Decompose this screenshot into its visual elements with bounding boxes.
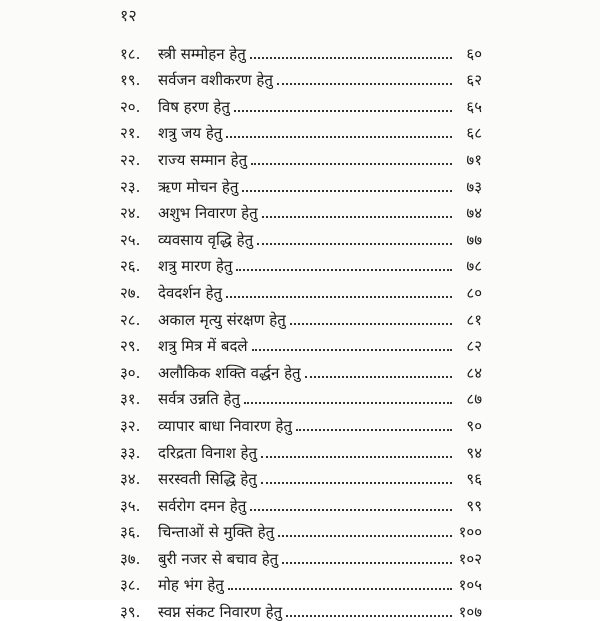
toc-entry-number: ३७. — [120, 549, 141, 568]
dot-leader — [250, 57, 452, 59]
dot-leader — [282, 562, 452, 564]
toc-entry — [120, 382, 482, 409]
toc-entry-number: २३. — [120, 177, 141, 196]
toc-entry-title: मोह भंग हेतु — [158, 576, 224, 595]
toc-entry-page: ७३ — [466, 177, 482, 196]
toc-entry-title: व्यापार बाधा निवारण हेतु — [158, 416, 293, 435]
toc-entry-number: १९. — [120, 71, 141, 90]
toc-entry-page: ६० — [466, 44, 482, 63]
toc-entry — [120, 541, 482, 568]
toc-entry-number: ३३. — [120, 443, 141, 462]
toc-entry-page: ९९ — [466, 496, 482, 515]
toc-entry-number: ३४. — [120, 470, 141, 489]
toc-entry — [120, 169, 482, 196]
toc-entry — [120, 435, 482, 462]
dot-leader — [296, 429, 452, 431]
dot-leader — [278, 535, 452, 537]
toc-entry-number: ३९. — [120, 603, 141, 621]
dot-leader — [305, 376, 452, 378]
dot-leader — [242, 190, 452, 192]
toc-entry — [120, 462, 482, 489]
toc-entry — [120, 355, 482, 382]
page-number: १२ — [120, 6, 137, 25]
toc-entry-title: स्वप्न संकट निवारण हेतु — [158, 603, 283, 621]
dot-leader — [251, 163, 452, 165]
dot-leader — [257, 243, 452, 245]
toc-entry-title: सरस्वती सिद्धि हेतु — [158, 470, 257, 489]
dot-leader — [262, 216, 452, 218]
dot-leader — [226, 296, 452, 298]
table-of-contents — [120, 36, 482, 621]
toc-entry-page: ९० — [466, 416, 482, 435]
toc-entry-page: ८७ — [466, 390, 482, 409]
toc-entry-title: व्यवसाय वृद्धि हेतु — [158, 230, 254, 249]
dot-leader — [252, 349, 452, 351]
toc-entry-title: सर्वत्र उन्नति हेतु — [158, 390, 241, 409]
toc-entry-title: ऋण मोचन हेतु — [158, 177, 239, 196]
toc-entry-page: ९४ — [466, 443, 482, 462]
toc-entry-title: राज्य सम्मान हेतु — [158, 150, 248, 169]
toc-entry-number: ३८. — [120, 576, 141, 595]
dot-leader — [250, 509, 452, 511]
toc-entry — [120, 408, 482, 435]
toc-entry-title: अकाल मृत्यु संरक्षण हेतु — [158, 310, 286, 329]
toc-entry-title: सर्वरोग दमन हेतु — [158, 496, 247, 515]
toc-entry-title: दरिद्रता विनाश हेतु — [158, 443, 258, 462]
toc-entry-page: ८४ — [466, 363, 482, 382]
toc-entry-number: २४. — [120, 204, 141, 223]
toc-entry-page: ८१ — [466, 310, 482, 329]
toc-entry — [120, 594, 482, 621]
dot-leader — [286, 615, 452, 617]
toc-entry-page: १०२ — [458, 549, 482, 568]
toc-entry — [120, 568, 482, 595]
toc-entry-page: ६२ — [466, 71, 482, 90]
toc-entry-number: २०. — [120, 97, 141, 116]
toc-entry-title: सर्वजन वशीकरण हेतु — [158, 71, 273, 90]
toc-entry — [120, 329, 482, 356]
toc-entry-page: ७१ — [466, 150, 482, 169]
toc-entry — [120, 116, 482, 143]
dot-leader — [226, 136, 452, 138]
toc-entry-title: अलौकिक शक्ति वर्द्धन हेतु — [158, 363, 301, 382]
toc-entry-title: शत्रु मारण हेतु — [158, 257, 233, 276]
toc-entry-page: १०५ — [458, 576, 482, 595]
toc-entry-title: शत्रु मित्र में बदले — [158, 337, 248, 356]
toc-entry-page: ६८ — [466, 124, 482, 143]
dot-leader — [261, 456, 452, 458]
toc-entry-number: २९. — [120, 337, 141, 356]
toc-entry — [120, 515, 482, 542]
toc-entry-number: ३१. — [120, 390, 141, 409]
toc-entry-title: विष हरण हेतु — [158, 97, 230, 116]
toc-entry-number: २६. — [120, 257, 141, 276]
toc-entry-title: देवदर्शन हेतु — [158, 283, 223, 302]
toc-entry — [120, 222, 482, 249]
toc-entry-page: १०० — [458, 523, 482, 542]
dot-leader — [277, 83, 452, 85]
toc-entry-number: २५. — [120, 230, 141, 249]
toc-entry-number: २८. — [120, 310, 141, 329]
toc-entry-page: ७४ — [466, 204, 482, 223]
toc-entry-number: ३०. — [120, 363, 141, 382]
toc-entry-title: स्त्री सम्मोहन हेतु — [158, 44, 246, 63]
toc-entry-number: २७. — [120, 283, 141, 302]
toc-entry-page: १०७ — [458, 603, 482, 621]
toc-entry-page: ८२ — [466, 337, 482, 356]
toc-entry-title: बुरी नजर से बचाव हेतु — [158, 549, 279, 568]
toc-entry-title: शत्रु जय हेतु — [158, 124, 223, 143]
toc-entry-number: १८. — [120, 44, 141, 63]
toc-entry-number: ३६. — [120, 523, 141, 542]
dot-leader — [244, 402, 452, 404]
toc-entry — [120, 36, 482, 63]
toc-entry — [120, 89, 482, 116]
toc-entry-page: ६५ — [466, 97, 482, 116]
toc-entry — [120, 249, 482, 276]
toc-entry-page: ७८ — [466, 257, 482, 276]
toc-entry — [120, 196, 482, 223]
toc-entry-page: ७७ — [466, 230, 482, 249]
toc-entry-number: २२. — [120, 150, 141, 169]
toc-entry-page: ८० — [466, 283, 482, 302]
toc-entry-number: २१. — [120, 124, 141, 143]
toc-entry-title: अशुभ निवारण हेतु — [158, 204, 258, 223]
dot-leader — [228, 588, 452, 590]
toc-entry — [120, 302, 482, 329]
toc-entry — [120, 142, 482, 169]
dot-leader — [236, 269, 452, 271]
dot-leader — [234, 110, 452, 112]
toc-entry-page: ९६ — [466, 470, 482, 489]
dot-leader — [261, 482, 452, 484]
toc-entry-title: चिन्ताओं से मुक्ति हेतु — [158, 523, 275, 542]
dot-leader — [290, 323, 452, 325]
toc-entry — [120, 488, 482, 515]
toc-entry — [120, 275, 482, 302]
toc-entry-number: ३५. — [120, 496, 141, 515]
toc-entry — [120, 63, 482, 90]
toc-entry-number: ३२. — [120, 416, 141, 435]
